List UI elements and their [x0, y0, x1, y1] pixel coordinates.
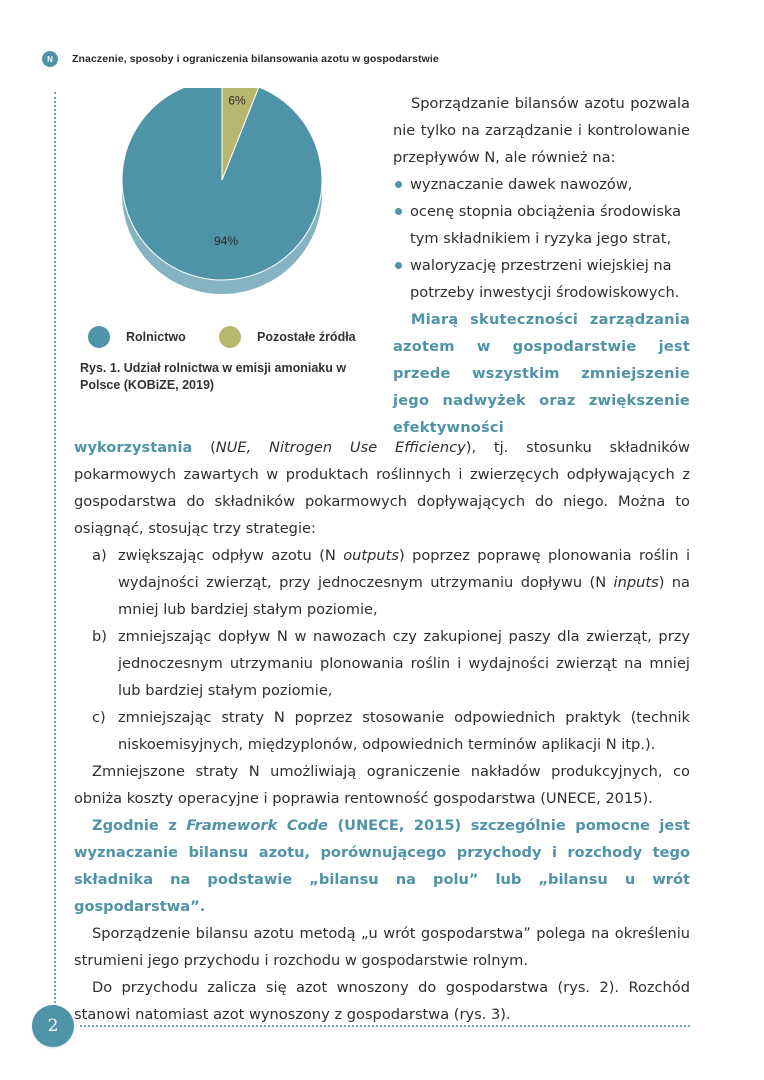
figure-caption: Rys. 1. Udział rolnictwa w emisji amoniaku w Polsce (KOBiZE, 2019)	[80, 361, 347, 392]
highlight-paragraph: Miarą skuteczności zarządzania azotem w gospodarstwie jest przede wszystkim zmniejszenie jego nadwyżek oraz zwiększenie efektywności	[393, 311, 690, 436]
strategy-text: zwiększając odpływ azotu (N	[118, 547, 344, 564]
term-outputs: outputs	[343, 547, 399, 564]
page-number: 2	[32, 1005, 74, 1047]
nue-paragraph	[74, 434, 690, 542]
nue-term: NUE, Nitrogen Use Efficiency	[215, 439, 466, 456]
bullet-item: waloryzację przestrzeni wiejskiej na potrzeby inwestycji środowiskowych.	[393, 252, 690, 306]
pie-value-label: 94%	[213, 234, 239, 249]
left-dotted-rule	[54, 92, 56, 1007]
running-header-title: Znaczenie, sposoby i ograniczenia bilansowania azotu w gospodarstwie	[72, 53, 439, 65]
framework-text: (UNECE, 2015) szczególnie pomocne jest wyznaczanie bilansu azotu, porównującego przychody i rozchody tego składnika na podstawie „bilansu na polu” lub „bilansu u wrót gospodarstwa”.	[74, 817, 690, 915]
strategy-text: ) na mniej lub bardziej stałym poziomie,	[118, 574, 690, 618]
highlight-continuation: wykorzystania	[74, 439, 193, 456]
strategy-item-c	[74, 704, 690, 758]
list-marker: b)	[92, 628, 107, 645]
bullet-item: wyznaczanie dawek nawozów,	[393, 171, 690, 198]
framework-code-term: Framework Code	[186, 817, 328, 834]
farm-gate-paragraph: Sporządzenie bilansu azotu metodą „u wrót gospodarstwa” polega na określeniu strumieni jego przychodu i rozchodu w gospodarstwie rolnym.	[74, 925, 690, 969]
list-marker: c)	[92, 709, 106, 726]
strategy-text: zmniejszając straty N poprzez stosowanie odpowiednich praktyk (technik niskoemisyjnych, międzyplonów, odpowiednich terminów aplikacji N itp.).	[118, 709, 690, 753]
legend-swatch-rolnictwo	[88, 326, 110, 348]
nitrogen-badge-icon: N	[42, 51, 58, 67]
running-header	[42, 50, 439, 68]
paren-open: (	[192, 439, 216, 456]
intro-paragraph: Sporządzanie bilansów azotu pozwala nie tylko na zarządzanie i kontrolowanie przepływów N, ale również na:	[393, 95, 690, 166]
pie-value-label: 6%	[228, 93, 246, 108]
right-column	[393, 90, 690, 441]
bullet-item: ocenę stopnia obciążenia środowiska tym składnikiem i ryzyka jego strat,	[393, 198, 690, 252]
framework-highlight	[74, 812, 690, 920]
inflow-outflow-paragraph: Do przychodu zalicza się azot wnoszony do gospodarstwa (rys. 2). Rozchód stanowi natomiast azot wynoszony z gospodarstwa (rys. 3).	[74, 979, 690, 1023]
strategy-text: zmniejszając dopływ N w nawozach czy zakupionej paszy dla zwierząt, przy jednoczesnym utrzymaniu plonowania roślin i wydajności zwierząt na mniej lub bardziej stałym poziomie,	[118, 628, 690, 699]
chart-legend	[88, 326, 378, 352]
legend-label-rolnictwo: Rolnictwo	[126, 330, 186, 344]
strategy-item-b	[74, 623, 690, 704]
list-marker: a)	[92, 547, 107, 564]
nue-paragraph-text: ), tj. stosunku składników pokarmowych zawartych w produktach roślinnych i zwierzęcych odpływających z gospodarstwa do składników pokarmowych dopływających do niego. Można to osiągnąć, stosując trzy strategie:	[74, 439, 690, 537]
legend-swatch-pozostale	[219, 326, 241, 348]
framework-text: Zgodnie z	[92, 817, 187, 834]
main-text	[74, 434, 690, 1028]
bottom-dotted-rule	[80, 1025, 690, 1027]
losses-paragraph: Zmniejszone straty N umożliwiają ograniczenie nakładów produkcyjnych, co obniża koszty operacyjne i poprawia rentowność gospodarstwa (UNECE, 2015).	[74, 763, 690, 807]
pie-chart	[80, 88, 370, 318]
strategy-list	[74, 542, 690, 758]
bullet-list	[393, 171, 690, 306]
term-inputs: inputs	[613, 574, 659, 591]
strategy-item-a	[74, 542, 690, 623]
strategy-text: ) poprzez poprawę plonowania roślin i wydajności zwierząt, przy jednoczesnym utrzymaniu dopływu (N	[118, 547, 690, 591]
legend-label-pozostale: Pozostałe źródła	[257, 330, 356, 344]
